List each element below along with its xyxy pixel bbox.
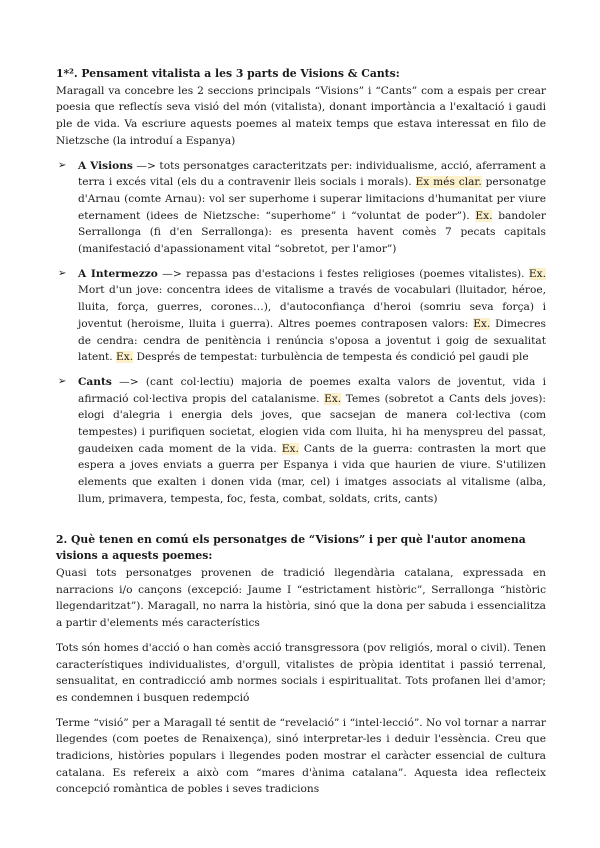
section-2-heading: 2. Què tenen en comú els personatges de “Visions” i per què l'autor anomena visions a aquests poemes: bbox=[56, 532, 526, 563]
bullet-text: Temes (sobretot a Cants dels joves): elogi d'alegria i energia dels joves, que sacsejan de manera col·lectiva (com tempestes) i purifiquen societat, elogien vida com lluita, hi ha menyspreu del passat, gaudeixen cada moment de la vida. bbox=[78, 392, 546, 455]
section-1-bullet-list bbox=[56, 158, 546, 508]
document-page bbox=[56, 66, 546, 798]
bullet-text: bandoler Serrallonga (fi d'en Serrallonga): es presenta havent comès 7 pecats capitals (manifestació d'apassionament vital “sobretot, per l'amor”) bbox=[78, 209, 546, 256]
section-1-intro: Maragall va concebre les 2 seccions principals “Visions” i “Cants” com a espais per crear poesia que reflectís seva visió del món (vitalista), donant importància a l'exaltació i gaudi ple de vida. Va escriure aquests poemes al mateix temps que estava interessat en filo de Nietzsche (la introduí a Espanya) bbox=[56, 84, 546, 147]
example-highlight: Ex. bbox=[116, 351, 134, 364]
example-highlight: Ex. bbox=[281, 442, 299, 455]
arrowhead-right-icon: ➢ bbox=[58, 159, 67, 171]
arrowhead-right-icon: ➢ bbox=[58, 375, 67, 387]
bullet-text: Mort d'un jove: concentra idees de vitalisme a través de vocabulari (lluitador, héroe, lluita, força, guerres, corones…), d'autoconfiança d'heroi (somriu seva força) i joventut (heroisme, lluita i guerra). Altres poemes contraposen valors: bbox=[78, 284, 546, 330]
bullet-term: A Intermezzo bbox=[78, 267, 158, 280]
example-highlight: Ex. bbox=[528, 267, 546, 280]
example-highlight: Ex més clar. bbox=[415, 176, 482, 189]
example-highlight: Ex. bbox=[475, 209, 493, 222]
section-2-paragraph: Terme “visió” per a Maragall té sentit de “revelació” i “intel·lecció”. No vol tornar a narrar llegendes (com poetes de Renaixença), sinó interpretar-les i deduir l'essència. Creu que tradicions, històries populars i llegendes poden mostrar el caràcter essencial de cultura catalana. Es refereix a això com “mares d'ànima catalana”. Aquesta idea reflecteix concepció romàntica de pobles i seves tradicions bbox=[56, 716, 546, 796]
section-2-paragraph: Quasi tots personatges provenen de tradició llegendària catalana, expressada en narracions i/o cançons (excepció: Jaume I “estrictament històric”, Serrallonga “històric llegendaritzat”). Maragall, no narra la història, sinó que la dona per sabuda i essencialitza a partir d'elements més característics bbox=[56, 566, 546, 630]
bullet-term: Cants bbox=[78, 375, 112, 388]
bullet-item-intermezzo bbox=[56, 266, 546, 366]
bullet-text: —> tots personatges caracteritzats per: individualisme, acció, aferrament a terra i excés vital (els du a contravenir lleis socials i morals). bbox=[78, 159, 547, 189]
bullet-text: Després de tempestat: turbulència de tempesta és condició pel gaudi ple bbox=[133, 351, 529, 364]
bullet-item-cants bbox=[56, 374, 546, 508]
bullet-text: Dimecres de cendra: cendra de penitència i renúncia s'oposa a joventut i goig de sexualitat latent. bbox=[78, 317, 546, 364]
bullet-text: personatge d'Arnau (comte Arnau): vol ser superhome i superar limitacions d'humanitat per viure eternament (idees de Nietzsche: “superhome” i “voluntat de poder”). bbox=[78, 176, 546, 222]
section-1-heading: 1*². Pensament vitalista a les 3 parts de Visions & Cants: bbox=[56, 67, 400, 80]
section-2-paragraph: Tots són homes d'acció o han comès acció transgressora (pov religiós, moral o civil). Tenen característiques individualistes, d'orgull, vitalistes de pròpia identitat i passió terrenal, sensualitat, en contradicció amb normes socials i espiritualitat. Tots profanen llei d'amor; es condemnen i busquen redempció bbox=[56, 641, 547, 704]
bullet-text: Cants de la guerra: contrasten la mort que espera a joves enviats a guerra per Espanya i vida que haurien de viure. S'utilizen elements que exalten i donen vida (mar, cel) i imatges associats al vitalisme (alba, llum, primavera, tempesta, foc, festa, combat, soldats, crits, cants) bbox=[78, 442, 546, 505]
example-highlight: Ex. bbox=[324, 392, 342, 405]
bullet-term: A Visions bbox=[78, 159, 133, 172]
bullet-item-visions bbox=[56, 158, 546, 258]
arrowhead-right-icon: ➢ bbox=[58, 267, 67, 279]
bullet-text: —> repassa pas d'estacions i festes religioses (poemes vitalistes). bbox=[157, 267, 529, 280]
example-highlight: Ex. bbox=[473, 317, 491, 330]
bullet-text: —> (cant col·lectiu) majoria de poemes exalta valors de joventut, vida i afirmació col·lectiva propis del catalanisme. bbox=[78, 375, 546, 405]
